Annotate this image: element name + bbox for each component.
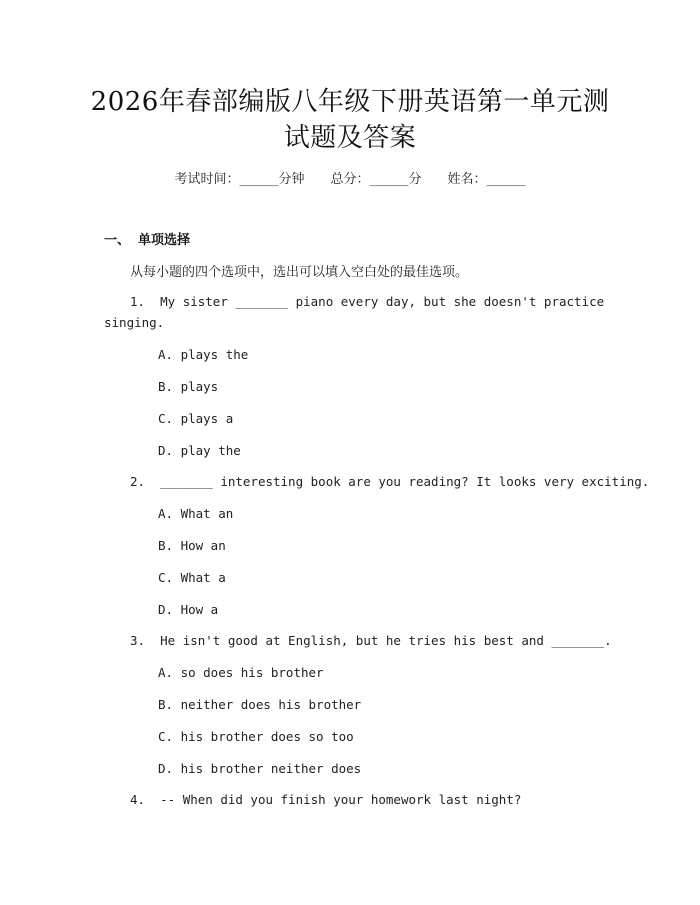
section-title: 单项选择 bbox=[138, 233, 191, 248]
section-instruction: 从每小题的四个选项中，选出可以填入空白处的最佳选项。 bbox=[130, 265, 469, 280]
question-1-continued: singing. bbox=[104, 315, 165, 330]
option-b: B. How an bbox=[158, 538, 226, 553]
option-a: A. so does his brother bbox=[158, 665, 324, 680]
option-a: A. What an bbox=[158, 506, 234, 521]
option-d: D. his brother neither does bbox=[158, 761, 362, 776]
document-title-line-2: 试题及答案 bbox=[283, 123, 417, 153]
option-a: A. plays the bbox=[158, 347, 249, 362]
question-4 bbox=[130, 792, 521, 807]
student-name-field: 姓名：______ bbox=[447, 172, 526, 187]
question-text: My sister _______ piano every day, but she doesn't practice bbox=[160, 294, 605, 309]
option-d: D. How a bbox=[158, 602, 219, 617]
question-1 bbox=[130, 294, 604, 309]
option-c: C. What a bbox=[158, 570, 226, 585]
option-d: D. play the bbox=[158, 443, 241, 458]
question-2 bbox=[130, 474, 649, 489]
exam-time-field: 考试时间：______分钟 bbox=[174, 172, 305, 187]
total-score-field: 总分：______分 bbox=[330, 172, 422, 187]
question-number: 4. bbox=[130, 792, 146, 807]
question-number: 1. bbox=[130, 294, 146, 309]
question-3 bbox=[130, 633, 612, 648]
option-c: C. his brother does so too bbox=[158, 729, 354, 744]
question-number: 3. bbox=[130, 633, 146, 648]
question-text: -- When did you finish your homework last night? bbox=[160, 792, 522, 807]
exam-info-line bbox=[0, 168, 700, 187]
option-c: C. plays a bbox=[158, 411, 234, 426]
document-title-line-1: 2026年春部编版八年级下册英语第一单元测 bbox=[90, 87, 610, 117]
question-number: 2. bbox=[130, 474, 146, 489]
option-b: B. plays bbox=[158, 379, 219, 394]
question-text: _______ interesting book are you reading? It looks very exciting. bbox=[160, 474, 650, 489]
section-heading bbox=[104, 229, 190, 248]
question-text: He isn't good at English, but he tries his best and _______. bbox=[160, 633, 612, 648]
section-number: 一、 bbox=[104, 233, 131, 248]
option-b: B. neither does his brother bbox=[158, 697, 362, 712]
